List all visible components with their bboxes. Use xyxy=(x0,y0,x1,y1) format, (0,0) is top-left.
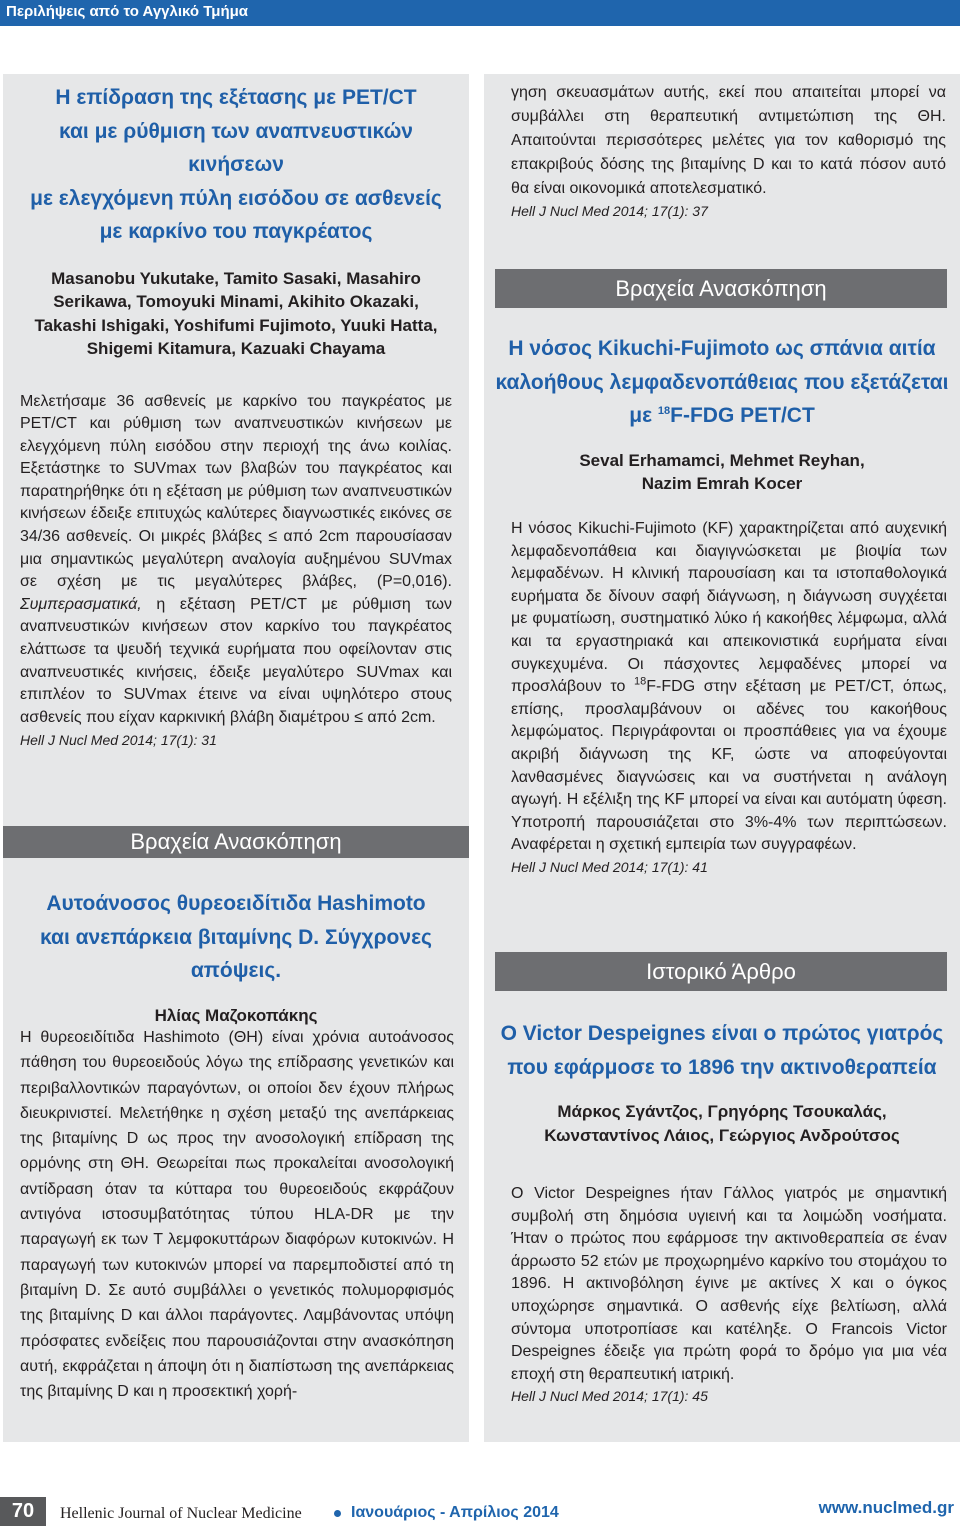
bullet-icon xyxy=(334,1510,341,1517)
article4-body: Ο Victor Despeignes ήταν Γάλλος γιατρός με σημαντική συμβολή στη δημόσια υγιεινή και τα λοιμώδη νοσήματα. Ήταν ο πρώτος που εφάρμοσε την ακτινοθεραπεία σε έναν άρρωστο 52 ετών με προχωρημένο καρκίνο του στομάχου το 1896. Η ακτινοβόληση έγινε με ακτίνες Χ και ο όγκος υποχώρησε σημαντικά. Ο ασθενής είχε βελτίωση, αλλά σύντομα υποτροπίασε και κατέληξε. Ο Francois Victor Despeignes έδειξε για πρώτη φορά το δρόμο για μια νέα εποχή στη θεραπευτική ιατρική. xyxy=(511,1185,947,1383)
article1-body xyxy=(17,391,455,730)
superscript: 18 xyxy=(634,675,647,688)
author-line: Shigemi Kitamura, Kazuaki Chayama xyxy=(86,339,386,358)
article3-reference: Hell J Nucl Med 2014; 17(1): 41 xyxy=(511,858,708,875)
article1-reference: Hell J Nucl Med 2014; 17(1): 31 xyxy=(20,732,217,749)
title-line: και με ρύθμιση των αναπνευστικών κινήσεων xyxy=(58,119,413,176)
author-line: Seval Erhamamci, Mehmet Reyhan, xyxy=(579,450,865,470)
title-line: Αυτοάνοσος θυρεοειδίτιδα Hashimoto xyxy=(46,892,426,915)
conclusion-text: η εξέταση PET/CT με ρύθμιση των αναπνευστικών κινήσεων στον καρκίνο του παγκρέατος ελάττωσε τα ψευδή τεχνικά ευρήματα που οφείλονταν στις αναπνευστικές κινήσεις, έδειξε μεγαλύτερο SUVmax και επιπλέον το SUVmax έτεινε να είναι υψηλότερο στους ασθενείς που είχαν καρκινική βλάβη διαμέτρου ≤ από 2cm. xyxy=(20,595,452,726)
title-line: με καρκίνο του παγκρέατος xyxy=(99,220,373,243)
author-line: Takashi Ishigaki, Yoshifumi Fujimoto, Yuuki Hatta, xyxy=(34,315,438,335)
article1-body-text: Μελετήσαμε 36 ασθενείς με καρκίνο του παγκρέατος με PET/CT και ρύθμιση των αναπνευστικών κινήσεων με ελεγχόμενη πύλη εισόδου στην περιοχή της άνω κοιλίας. Εξετάστηκε το SUVmax των βλαβών του παγκρέατος και παρατηρήθηκε ότι η εξέταση με ρύθμιση των αναπνευστικών κινήσεων έδειξε επιτυχώς καλύτερες διαγνωστικές εικόνες σε 34/36 ασθενείς. Οι μικρές βλάβες ≤ από 2cm παρουσίασαν μια σημαντικώς μεγαλύτερη αναλογία αυξημένου SUVmax σε σχέση με τις μεγαλύτερες βλάβες, (P=0,016). xyxy=(20,392,452,591)
title-line: που εφάρμοσε το 1896 την ακτινοθεραπεία xyxy=(507,1055,937,1079)
title-line xyxy=(484,399,960,433)
superscript: 18 xyxy=(657,405,671,417)
article4-reference: Hell J Nucl Med 2014; 17(1): 45 xyxy=(511,1388,708,1405)
author-line: Μάρκος Σγάντζος, Γρηγόρης Τσουκαλάς, xyxy=(557,1102,887,1121)
author-line: Κωνσταντίνος Λάιος, Γεώργιος Ανδρούτσος xyxy=(544,1125,900,1145)
article2-reference: Hell J Nucl Med 2014; 17(1): 37 xyxy=(511,203,708,219)
title-line: Η επίδραση της εξέτασης με PET/CT xyxy=(55,86,417,109)
author-line: Masanobu Yukutake, Tamito Sasaki, Masahiro xyxy=(51,268,421,288)
body-fragment: F-FDG στην εξέταση με PET/CT, όπως, επίσης, προσλαμβάνουν οι αδένες του κακοήθους λεμφώματος. Περιγράφονται οι προσπάθειες για να έχουμε ακριβή διάγνωση της KF, ώστε να αποφεύγονται λανθασμένες διαγνώσεις και να συστήνεται η ανάλογη αγωγή. Η εξέλιξη της KF μπορεί να είναι και αυτόματη ύφεση. Υποτροπή παρουσιάζεται στο 3%-4% των περιπτώσεων. Αναφέρεται η σχετική εμπειρία των συγγραφέων. xyxy=(511,678,947,854)
issue-date: Ιανουάριος - Απρίλιος 2014 xyxy=(351,1504,559,1521)
section-title: Περιλήψεις από το Αγγλικό Τμήμα xyxy=(6,3,248,20)
article2-body: Η θυρεοειδίτιδα Hashimoto (ΘΗ) είναι χρόνια αυτοάνοσος πάθηση του θυρεοειδούς λόγω της επίδρασης γενετικών και περιβαλλοντικών παραγόντων, οι οποίοι δεν έχουν πλήρως διευκρινιστεί. Μελετήθηκε η σχέση μεταξύ της ανεπάρκειας της βιταμίνης D ως προς την ανοσολογική επίδραση της ορμόνης στη ΘΗ. Θεωρείται πως προκαλείται ανοσολογική αντίδραση όταν τα κύτταρα του θυρεοειδούς εκφράζουν αντιγόνα ιστοσυμβατότητας τύπου HLA-DR με την παραγωγή εκ των Τ λεμφοκυττάρων διαφόρων κυτοκινών. Η παραγωγή των κυτοκινών μπορεί να παρεμποδιστεί από τη βιταμίνη D. Σε αυτό συμβάλλει ο γενετικός πολυμορφισμός της βιταμίνης D και άλλοι παράγοντες. Λαμβάνοντας υπόψη πρόσφατες ενδείξεις που παρουσιάζονται στην ανασκόπηση αυτή, εκφράζεται η άποψη ότι η διαπίστωση της ανεπάρκειας της βιταμίνης D και η προσεκτική χορή- xyxy=(20,1029,454,1401)
author-line: Serikawa, Tomoyuki Minami, Akihito Okazaki, xyxy=(53,292,419,311)
section-banner xyxy=(495,952,947,991)
right-column xyxy=(484,74,960,1442)
title-line: και ανεπάρκεια βιταμίνης D. Σύγχρονες απόψεις. xyxy=(40,925,432,982)
journal-name: Hellenic Journal of Nuclear Medicine xyxy=(60,1505,302,1522)
article1-authors xyxy=(17,267,455,361)
left-column xyxy=(3,74,469,1442)
section-banner xyxy=(3,826,469,858)
title-line: με ελεγχόμενη πύλη εισόδου σε ασθενείς xyxy=(30,186,442,210)
body-fragment: Η νόσος Kikuchi-Fujimoto (KF) χαρακτηρίζεται από αυχενική λεμφαδενοπάθεια και διαγιγνώσκεται με βιοψία των λεμφαδένων. Η κλινική παρουσίαση και τα ιστοπαθολογικά ευρήματα δε δίνουν σαφή διάγνωση, η διάγνωση συγχέεται με φυματίωση, συστηματικό λύκο ή κακοήθες λέμφωμα, αλλά και τα εργαστηριακά και απεικονιστικά ευρήματα είναι συγκεχυμένα. Οι πάσχοντες λεμφαδένες μπορεί να προσλάβουν το xyxy=(511,520,947,696)
title-line: Ο Victor Despeignes είναι ο πρώτος γιατρός xyxy=(500,1022,944,1045)
banner-label: Βραχεία Ανασκόπηση xyxy=(130,829,342,854)
section-banner xyxy=(495,269,947,308)
page-number: 70 xyxy=(0,1497,46,1526)
article3-body xyxy=(511,518,947,857)
banner-label: Βραχεία Ανασκόπηση xyxy=(615,276,827,301)
section-header-band xyxy=(0,0,960,26)
page-footer xyxy=(0,1497,960,1526)
article2-author: Ηλίας Μαζοκοπάκης xyxy=(154,1005,318,1025)
article2-continuation: γηση σκευασμάτων αυτής, εκεί που απαιτείται μπορεί να συμβάλλει στη θεραπευτική αντιμετώπιση της ΘΗ. Απαιτούνται περισσότερες μελέτες για τον καθορισμό της επακριβούς δόσης της βιταμίνης D και το κατά πόσον αυτό θα είναι οικονομικά αποτελεσματικό. xyxy=(511,84,946,197)
author-line: Nazim Emrah Kocer xyxy=(641,474,803,493)
conclusion-label: Συμπερασματικά, xyxy=(20,595,142,613)
website-link[interactable]: www.nuclmed.gr xyxy=(818,1498,954,1517)
title-line: Η νόσος Kikuchi-Fujimoto ως σπάνια αιτία xyxy=(508,337,936,360)
title-fragment: με xyxy=(629,404,658,427)
banner-label: Ιστορικό Άρθρο xyxy=(646,959,796,984)
title-line: καλοήθους λεμφαδενοπάθειας που εξετάζεται xyxy=(495,370,949,394)
title-fragment: F-FDG PET/CT xyxy=(670,404,815,427)
article1-title xyxy=(17,81,455,249)
